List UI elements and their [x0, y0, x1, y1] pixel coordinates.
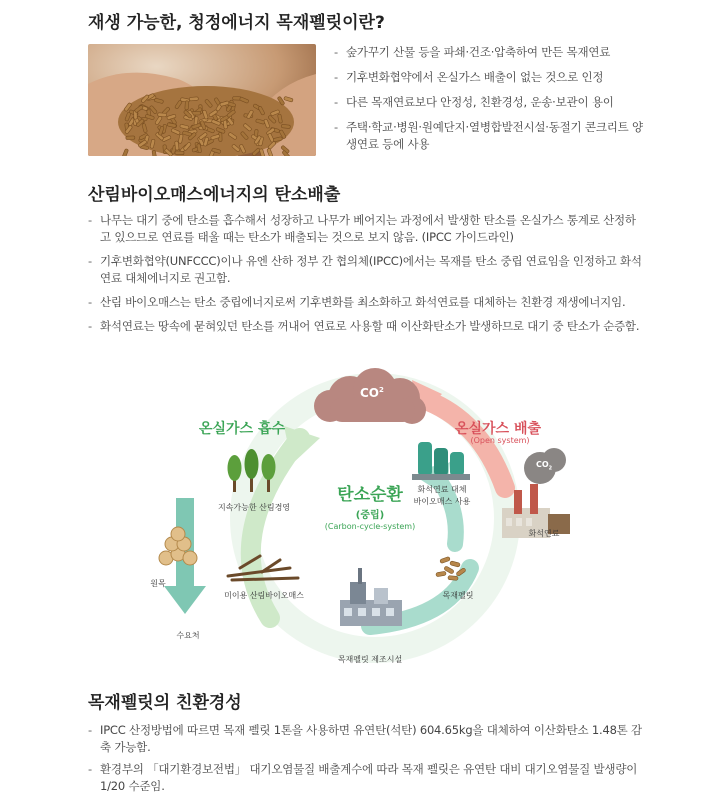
pellet-plant-icon: [340, 568, 402, 626]
intro-bullet-list: [332, 44, 644, 161]
biomass-label: 미이용 산림바이오매스: [224, 591, 304, 600]
list-item: - 기후변화협약(UNFCCC)이나 유엔 산하 정부 간 협의체(IPCC)에서는 목재를 탄소 중립 연료임을 인정하고 화석연료 대체에너지로 권고함.: [86, 253, 646, 287]
logs-label: 원목: [150, 579, 166, 588]
pellet-eco-title: 목재펠릿의 친환경성: [88, 693, 242, 713]
biomass-facility-icon: [412, 442, 470, 480]
list-item: - 기후변화협약에서 온실가스 배출이 없는 것으로 인정: [332, 69, 644, 86]
pellet-label: 목재펠릿: [442, 591, 474, 600]
list-item: - 다른 목재연료보다 안정성, 친환경성, 운송·보관이 용이: [332, 94, 644, 111]
center-title: 탄소순환: [337, 485, 403, 505]
list-item: - 환경부의 「대기환경보전법」 대기오염물질 배출계수에 따라 목재 펠릿은 유연탄 대비 대기오염물질 발생량이 1/20 수준임.: [86, 761, 646, 795]
forest-biomass-title: 산림바이오매스에너지의 탄소배출: [88, 185, 341, 205]
emit-subtitle: (Open system): [470, 436, 530, 445]
list-item: - 산림 바이오매스는 탄소 중립에너지로써 기후변화를 최소화하고 화석연료를 대체하는 친환경 재생에너지임.: [86, 294, 646, 311]
trees-icon: [228, 449, 276, 492]
emit-title: 온실가스 배출: [454, 421, 542, 437]
wood-pellets-in-hands-photo: [88, 44, 316, 156]
forest-label: 지속가능한 산림경영: [217, 503, 291, 512]
list-item: - 주택·학교·병원·원예단지·열병합발전시설·동절기 콘크리트 양생연료 등에 사용: [332, 119, 644, 153]
absorb-title: 온실가스 흡수: [198, 421, 286, 437]
forest-bullet-list: [86, 212, 646, 342]
list-item: - IPCC 산정방법에 따르면 목재 펠릿 1톤을 사용하면 유연탄(석탄) 604.65kg을 대체하여 이산화탄소 1.48톤 감축 가능함.: [86, 722, 646, 756]
co2-cloud-label: $CO^2$: [360, 386, 384, 400]
substitute-label-2: 바이오매스 사용: [413, 497, 471, 506]
center-subtitle: (중립): [355, 510, 385, 521]
list-item: - 화석연료는 땅속에 묻혀있던 탄소를 꺼내어 연료로 사용할 때 이산화탄소가 발생하므로 대기 중 탄소가 순증함.: [86, 318, 646, 335]
list-item: - 나무는 대기 중에 탄소를 흡수해서 성장하고 나무가 베어지는 과정에서 발생한 탄소를 온실가스 통계로 산정하고 있으므로 연료를 태울 때는 탄소가 배출되는 것으로 보지 않음. (IPCC 가이드라인): [86, 212, 646, 246]
fossil-label: 화석연료: [528, 529, 560, 538]
plant-label: 목재펠릿 제조시설: [337, 655, 403, 664]
down-arrow: [164, 586, 206, 614]
pellet-bullet-list: [86, 722, 646, 800]
factory-co2-label: $CO_2$: [536, 460, 553, 472]
center-english-label: (Carbon-cycle-system): [324, 522, 416, 531]
consumer-label: 수요처: [176, 631, 200, 640]
list-item: - 숲가꾸기 산물 등을 파쇄·건조·압축하여 만든 목재연료: [332, 44, 644, 61]
intro-title: 재생 가능한, 청정에너지 목재펠릿이란?: [88, 13, 385, 33]
substitute-label-1: 화석연료 대체: [417, 485, 467, 494]
carbon-cycle-diagram: [150, 368, 610, 668]
